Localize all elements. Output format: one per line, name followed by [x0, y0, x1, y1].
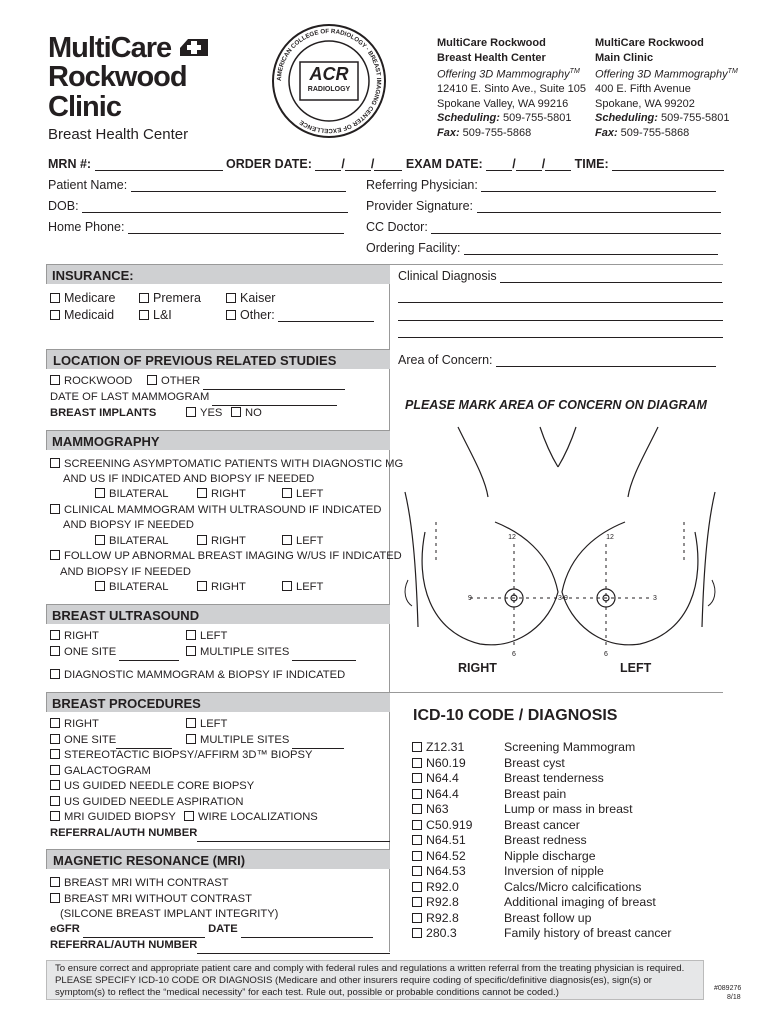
clock-9-right: 9 — [468, 595, 472, 602]
checkbox[interactable] — [139, 293, 149, 303]
proc-core[interactable]: US GUIDED NEEDLE CORE BIOPSY — [50, 779, 254, 795]
mammo-item3[interactable]: FOLLOW UP ABNORMAL BREAST IMAGING W/US IF INDICATED — [50, 549, 402, 565]
mammo1-right[interactable]: RIGHT — [197, 487, 246, 503]
checkbox[interactable] — [50, 458, 60, 468]
mrn-label: MRN #: — [48, 157, 92, 171]
icd-description: Additional imaging of breast — [504, 895, 656, 909]
previous-other-field[interactable] — [203, 379, 345, 390]
clock-12-right: 12 — [508, 534, 516, 541]
time-label: TIME: — [574, 157, 609, 171]
icd-code: N64.4 — [426, 786, 459, 801]
checkbox[interactable] — [412, 835, 422, 845]
icd-row[interactable] — [412, 787, 671, 803]
clock-6-right: 6 — [512, 651, 516, 658]
checkbox[interactable] — [412, 804, 422, 814]
checkbox[interactable] — [412, 851, 422, 861]
footer-box — [46, 960, 704, 1000]
icd-row[interactable] — [412, 740, 671, 756]
area-concern-label: Area of Concern: — [398, 353, 493, 367]
mri-referral-field[interactable] — [197, 943, 390, 954]
mrn-field[interactable] — [95, 160, 223, 171]
mri-silicone: (SILCONE BREAST IMPLANT INTEGRITY) — [60, 908, 279, 920]
clinic-1-addr2: Spokane Valley, WA 99216 — [437, 97, 569, 110]
cc-doctor-field[interactable] — [431, 223, 721, 234]
clinic-1-fax: Fax: 509-755-5868 — [437, 126, 532, 139]
insurance-other-field[interactable] — [278, 311, 374, 322]
mri-date-field[interactable] — [241, 927, 373, 938]
checkbox[interactable] — [50, 765, 60, 775]
icd-description: Lump or mass in breast — [504, 802, 633, 816]
icd-code: N64.4 — [426, 771, 459, 785]
exam-date-month[interactable] — [486, 160, 512, 171]
procedures-header — [46, 692, 390, 712]
icd-description: Breast follow up — [504, 910, 592, 925]
proc-stereo[interactable]: STEREOTACTIC BIOPSY/AFFIRM 3D™ BIOPSY — [50, 748, 312, 764]
us-left[interactable]: LEFT — [186, 629, 227, 645]
ultrasound-header — [46, 604, 390, 624]
us-multiple[interactable]: MULTIPLE SITES — [186, 645, 356, 661]
icd-title: ICD-10 CODE / DIAGNOSIS — [413, 707, 618, 724]
mammo1-bilateral[interactable]: BILATERAL — [95, 487, 168, 503]
icd-row[interactable] — [412, 911, 671, 927]
clinic-1-name2: Breast Health Center — [437, 51, 546, 64]
icd-row[interactable] — [412, 880, 671, 896]
acr-ring-text: AMERICAN COLLEGE OF RADIOLOGY · BREAST IMAGING CENTER OF EXCELLENCE — [275, 27, 383, 135]
mammo-item3b: AND BIOPSY IF NEEDED — [60, 566, 191, 578]
checkbox[interactable] — [226, 293, 236, 303]
checkbox[interactable] — [50, 646, 60, 656]
us-multiple-field[interactable] — [292, 650, 356, 661]
ordering-facility-field[interactable] — [464, 244, 718, 255]
checkbox[interactable] — [282, 581, 292, 591]
dob-field[interactable] — [82, 202, 348, 213]
breast-diagram[interactable] — [400, 422, 720, 667]
clinic-2-name1: MultiCare Rockwood — [595, 37, 704, 49]
icd-code: R92.8 — [426, 910, 459, 925]
checkbox[interactable] — [95, 488, 105, 498]
patient-name-label: Patient Name: — [48, 178, 128, 192]
clinical-diagnosis-row — [398, 269, 722, 283]
area-concern-field[interactable] — [496, 356, 716, 367]
icd-description: Screening Mammogram — [504, 740, 636, 754]
checkbox[interactable] — [186, 407, 196, 417]
previous-rockwood[interactable]: ROCKWOOD — [50, 374, 132, 390]
previous-other[interactable]: OTHER — [147, 374, 345, 390]
clinic-2-addr2: Spokane, WA 99202 — [595, 97, 695, 110]
checkbox[interactable] — [197, 581, 207, 591]
checkbox[interactable] — [50, 669, 60, 679]
clinic-2-fax: Fax: 509-755-5868 — [595, 126, 690, 139]
insurance-premera[interactable]: Premera — [139, 291, 201, 305]
checkbox[interactable] — [186, 718, 196, 728]
checkbox[interactable] — [50, 780, 60, 790]
cc-doctor-row — [366, 220, 721, 234]
clinic-2-scheduling: Scheduling: 509-755-5801 — [595, 112, 730, 125]
checkbox[interactable] — [147, 375, 157, 385]
cc-doctor-label: CC Doctor: — [366, 220, 428, 234]
clock-3-right: 3 — [558, 595, 562, 602]
us-diag[interactable]: DIAGNOSTIC MAMMOGRAM & BIOPSY IF INDICATED — [50, 668, 345, 684]
exam-date-year[interactable] — [545, 160, 571, 171]
icd-table — [412, 740, 671, 942]
clock-12-left: 12 — [606, 534, 614, 541]
insurance-li[interactable]: L&I — [139, 308, 172, 322]
implants-label: BREAST IMPLANTS — [50, 407, 157, 419]
proc-aspiration[interactable]: US GUIDED NEEDLE ASPIRATION — [50, 795, 243, 811]
proc-one-site[interactable]: ONE SITE — [50, 733, 172, 749]
checkbox[interactable] — [95, 535, 105, 545]
mammo-item1[interactable]: SCREENING ASYMPTOMATIC PATIENTS WITH DIAGNOSTIC MG — [50, 457, 403, 473]
exam-date-day[interactable] — [516, 160, 542, 171]
time-field[interactable] — [612, 160, 724, 171]
checkbox[interactable] — [412, 928, 422, 938]
mammo-header — [46, 430, 390, 450]
insurance-header — [46, 264, 390, 284]
mri-egfr: eGFR DATE — [50, 922, 373, 938]
insurance-medicaid[interactable]: Medicaid — [50, 308, 114, 322]
clinic-2-offering: Offering 3D Mammography™ — [595, 68, 738, 81]
order-date-year[interactable] — [374, 160, 402, 171]
clinical-diagnosis-line4[interactable] — [398, 337, 723, 338]
mammo1-left[interactable]: LEFT — [282, 487, 323, 503]
icd-code: 280.3 — [426, 926, 457, 940]
mammo2-left[interactable]: LEFT — [282, 534, 323, 550]
checkbox[interactable] — [186, 630, 196, 640]
mark-instruction: PLEASE MARK AREA OF CONCERN ON DIAGRAM — [405, 398, 707, 412]
form-revision: 8/18 — [727, 994, 741, 1001]
checkbox[interactable] — [197, 535, 207, 545]
mammo-title: MAMMOGRAPHY — [52, 434, 160, 449]
proc-galacto[interactable]: GALACTOGRAM — [50, 764, 151, 780]
icd-description: Calcs/Micro calcifications — [504, 879, 642, 894]
proc-left[interactable]: LEFT — [186, 717, 227, 733]
footer-text: To ensure correct and appropriate patient care and comply with federal rules and regulations a written referral from the treating physician is required. PLEASE SPECIFY ICD-10 CODE OR DIAGNOSIS (Medicare and other insurers require coding of specific/definitive diagnosis(es), sign(s) or symptom(s) to reflect the “medical necessity” for each test. Rule out, possible or probable conditions cannot be coded.) — [55, 963, 685, 999]
implants-yes[interactable]: YES — [186, 406, 222, 422]
checkbox[interactable] — [412, 913, 422, 923]
icd-description: Inversion of nipple — [504, 864, 604, 878]
icd-code: N64.53 — [426, 864, 466, 878]
referring-row — [366, 178, 716, 192]
mammo3-right[interactable]: RIGHT — [197, 580, 246, 596]
checkbox[interactable] — [231, 407, 241, 417]
icd-row[interactable] — [412, 802, 671, 818]
checkbox[interactable] — [197, 488, 207, 498]
mammo-item2b: AND BIOPSY IF NEEDED — [63, 519, 194, 531]
order-date-label: ORDER DATE: — [226, 157, 312, 171]
proc-multiple-field[interactable] — [292, 738, 344, 749]
mri-referral: REFERRAL/AUTH NUMBER — [50, 938, 390, 954]
proc-referral: REFERRAL/AUTH NUMBER — [50, 826, 390, 842]
icd-row[interactable] — [412, 818, 671, 834]
icd-description: Nipple discharge — [504, 848, 596, 863]
proc-mri-biopsy[interactable]: MRI GUIDED BIOPSY — [50, 810, 176, 826]
icd-row[interactable] — [412, 833, 671, 849]
form-number: #089276 — [714, 985, 742, 992]
icd-row[interactable] — [412, 756, 671, 772]
icd-description: Breast cancer — [504, 817, 580, 832]
clinic-1-scheduling: Scheduling: 509-755-5801 — [437, 112, 572, 125]
mammo3-left[interactable]: LEFT — [282, 580, 323, 596]
icd-code: N64.52 — [426, 848, 466, 863]
proc-right[interactable]: RIGHT — [50, 717, 99, 733]
checkbox[interactable] — [50, 811, 60, 821]
mammo3-bilateral[interactable]: BILATERAL — [95, 580, 168, 596]
proc-multiple[interactable]: MULTIPLE SITES — [186, 733, 344, 749]
dob-label: DOB: — [48, 199, 79, 213]
checkbox[interactable] — [282, 535, 292, 545]
checkbox[interactable] — [50, 630, 60, 640]
proc-one-site-field[interactable] — [116, 738, 172, 749]
mammo-item2[interactable]: CLINICAL MAMMOGRAM WITH ULTRASOUND IF INDICATED — [50, 503, 381, 519]
clock-9-left: 9 — [564, 595, 568, 602]
mri-header — [46, 849, 390, 869]
top-field-row: MRN #: ORDER DATE: / / EXAM DATE: / / TIME: — [48, 157, 724, 171]
checkbox[interactable] — [50, 734, 60, 744]
insurance-kaiser[interactable]: Kaiser — [226, 291, 275, 305]
diagram-label-left: LEFT — [620, 661, 652, 675]
clinical-diagnosis-label: Clinical Diagnosis — [398, 269, 497, 283]
checkbox[interactable] — [282, 488, 292, 498]
ordering-facility-label: Ordering Facility: — [366, 241, 461, 255]
icd-row[interactable] — [412, 864, 671, 880]
clinical-border-top — [389, 264, 723, 265]
icd-code: C50.919 — [426, 817, 473, 832]
implants-no[interactable]: NO — [231, 406, 262, 422]
clinic-2 — [595, 36, 738, 140]
icd-description: Breast cyst — [504, 755, 565, 770]
clinical-diagnosis-line3[interactable] — [398, 320, 723, 321]
patient-name-field[interactable] — [131, 181, 346, 192]
date-last-mammo-field[interactable] — [212, 395, 337, 406]
insurance-other[interactable]: Other: — [226, 308, 374, 322]
provider-sig-row — [366, 199, 721, 213]
checkbox[interactable] — [50, 796, 60, 806]
clinic-1-offering: Offering 3D Mammography™ — [437, 68, 580, 81]
area-concern-row — [398, 353, 716, 367]
mammo2-right[interactable]: RIGHT — [197, 534, 246, 550]
checkbox[interactable] — [186, 734, 196, 744]
checkbox[interactable] — [412, 866, 422, 876]
checkbox[interactable] — [50, 893, 60, 903]
checkbox[interactable] — [412, 758, 422, 768]
checkbox[interactable] — [184, 811, 194, 821]
insurance-title: INSURANCE: — [52, 268, 134, 283]
proc-wire[interactable]: WIRE LOCALIZATIONS — [184, 810, 318, 826]
referring-label: Referring Physician: — [366, 178, 478, 192]
diagram-label-right: RIGHT — [458, 661, 497, 675]
order-date-month[interactable] — [315, 160, 341, 171]
logo-line2: Rockwood Clinic — [48, 61, 187, 123]
icd-description: Breast pain — [504, 786, 567, 801]
icd-row[interactable] — [412, 849, 671, 865]
checkbox[interactable] — [412, 897, 422, 907]
acr-center: ACR — [309, 64, 349, 84]
acr-center-sub: RADIOLOGY — [307, 86, 351, 93]
multicare-cross-icon — [180, 35, 208, 57]
icd-row[interactable] — [412, 771, 671, 787]
checkbox[interactable] — [50, 310, 60, 320]
checkbox[interactable] — [412, 820, 422, 830]
home-phone-row — [48, 220, 344, 234]
checkbox[interactable] — [50, 375, 60, 385]
proc-referral-field[interactable] — [197, 831, 390, 842]
checkbox[interactable] — [50, 877, 60, 887]
icd-code: R92.0 — [426, 879, 459, 894]
previous-header — [46, 349, 390, 369]
checkbox[interactable] — [139, 310, 149, 320]
icd-row[interactable] — [412, 926, 671, 942]
icd-row[interactable] — [412, 895, 671, 911]
icd-description: Breast redness — [504, 833, 587, 847]
logo — [48, 34, 258, 143]
icd-description: Family history of breast cancer — [504, 926, 672, 940]
checkbox[interactable] — [412, 773, 422, 783]
checkbox[interactable] — [50, 749, 60, 759]
checkbox[interactable] — [412, 882, 422, 892]
icd-border-top — [389, 692, 723, 693]
icd-description: Breast tenderness — [504, 771, 604, 785]
icd-code: N60.19 — [426, 755, 466, 770]
patient-name-row — [48, 178, 346, 192]
clinic-2-name2: Main Clinic — [595, 51, 654, 64]
procedures-title: BREAST PROCEDURES — [52, 696, 201, 711]
mammo-item1b: AND US IF INDICATED AND BIOPSY IF NEEDED — [63, 473, 315, 485]
date-last-mammo: DATE OF LAST MAMMOGRAM — [50, 390, 337, 406]
clinic-1 — [437, 36, 586, 140]
clinic-2-addr1: 400 E. Fifth Avenue — [595, 83, 691, 96]
clinic-1-addr1: 12410 E. Sinto Ave., Suite 105 — [437, 83, 587, 96]
home-phone-label: Home Phone: — [48, 220, 125, 234]
previous-title: LOCATION OF PREVIOUS RELATED STUDIES — [53, 353, 337, 368]
dob-row — [48, 199, 348, 213]
checkbox[interactable] — [186, 646, 196, 656]
checkbox[interactable] — [50, 550, 60, 560]
us-right[interactable]: RIGHT — [50, 629, 99, 645]
icd-code: N63 — [426, 802, 449, 816]
checkbox[interactable] — [50, 504, 60, 514]
ordering-facility-row — [366, 241, 718, 255]
provider-sig-label: Provider Signature: — [366, 199, 474, 213]
order-date-day[interactable] — [345, 160, 371, 171]
acr-seal — [270, 22, 388, 140]
ultrasound-title: BREAST ULTRASOUND — [52, 608, 200, 623]
logo-line1: MultiCare — [48, 32, 172, 64]
icd-code: N64.51 — [426, 833, 466, 847]
mri-with[interactable]: BREAST MRI WITH CONTRAST — [50, 876, 229, 892]
clock-3-left: 3 — [653, 595, 657, 602]
clock-6-left: 6 — [604, 651, 608, 658]
checkbox[interactable] — [412, 742, 422, 752]
checkbox[interactable] — [50, 718, 60, 728]
provider-sig-field[interactable] — [477, 202, 721, 213]
mri-without[interactable]: BREAST MRI WITHOUT CONTRAST — [50, 892, 252, 908]
checkbox[interactable] — [226, 310, 236, 320]
clinical-diagnosis-field[interactable] — [500, 272, 722, 283]
mammo2-bilateral[interactable]: BILATERAL — [95, 534, 168, 550]
clinic-1-name1: MultiCare Rockwood — [437, 37, 546, 49]
icd-code: Z12.31 — [426, 740, 465, 754]
checkbox[interactable] — [95, 581, 105, 591]
mri-title: MAGNETIC RESONANCE (MRI) — [53, 853, 246, 868]
us-one-site-field[interactable] — [119, 650, 179, 661]
checkbox[interactable] — [412, 789, 422, 799]
checkbox[interactable] — [50, 293, 60, 303]
egfr-field[interactable] — [83, 927, 205, 938]
exam-date-label: EXAM DATE: — [405, 157, 483, 171]
referring-field[interactable] — [481, 181, 716, 192]
logo-subtitle: Breast Health Center — [48, 126, 189, 143]
icd-code: R92.8 — [426, 895, 459, 909]
home-phone-field[interactable] — [128, 223, 344, 234]
us-one-site[interactable]: ONE SITE — [50, 645, 179, 661]
insurance-medicare[interactable]: Medicare — [50, 291, 115, 305]
clinical-diagnosis-line2[interactable] — [398, 302, 723, 303]
